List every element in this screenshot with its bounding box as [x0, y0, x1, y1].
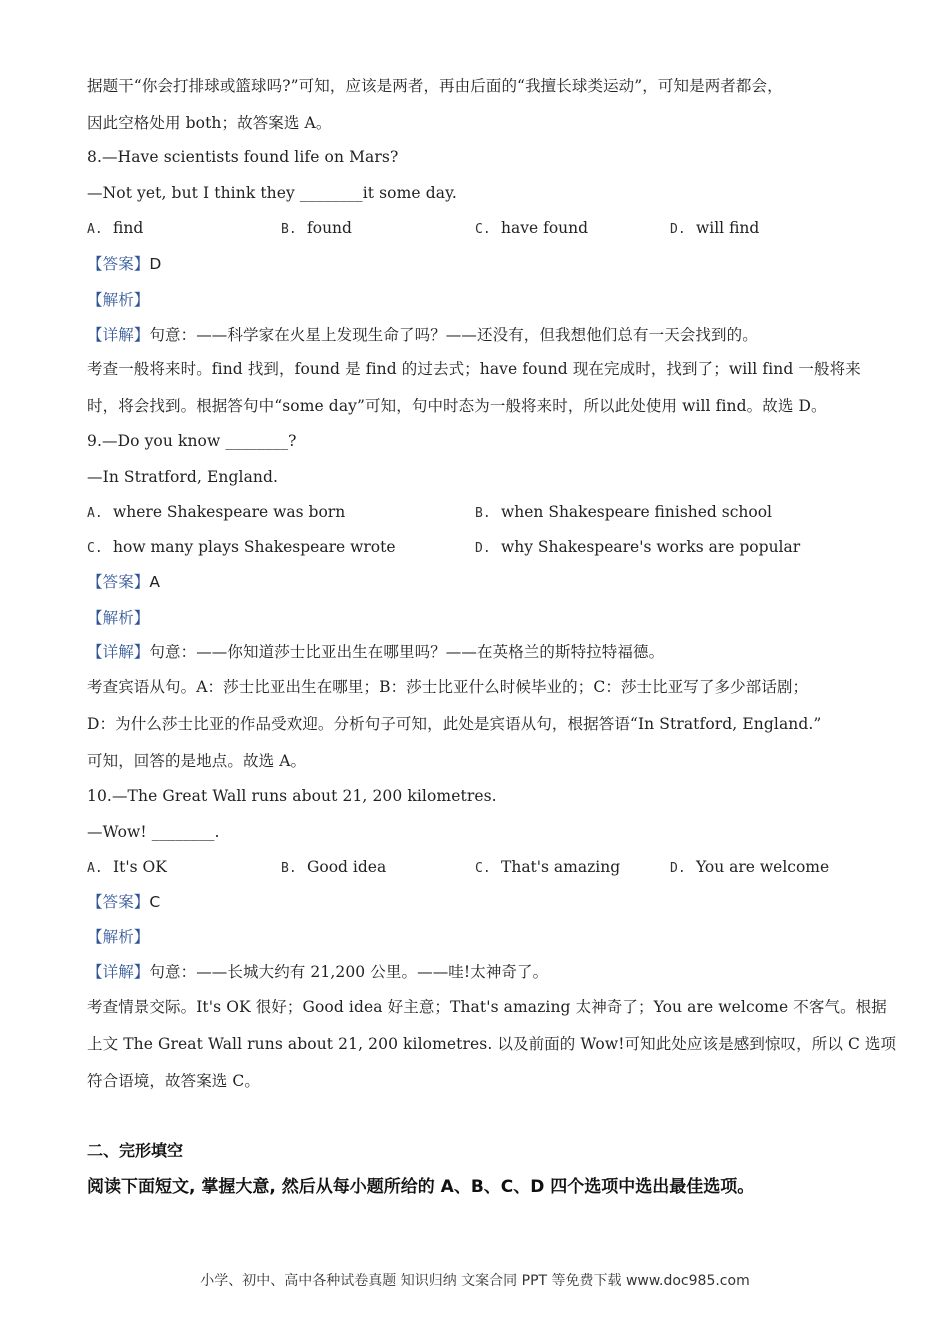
- q9-option-d: D. why Shakespeare's works are popular: [475, 538, 801, 556]
- q9-answer: 【答案】A: [87, 573, 161, 591]
- q8-option-c: C. have found: [475, 219, 589, 237]
- page-footer: 小学、初中、高中各种试卷真题 知识归纳 文案合同 PPT 等免费下载 www.doc985.com: [200, 1273, 750, 1289]
- q8-analysis-line: 考查一般将来时。find 找到，found 是 find 的过去式；have found 现在完成时，找到了；will find 一般将来: [87, 360, 861, 378]
- explanation-line: 因此空格处用 both；故答案选 A。: [87, 114, 332, 132]
- q8-option-a: A. find: [87, 219, 144, 237]
- q10-detail: 【详解】句意：——长城大约有 21,200 公里。——哇!太神奇了。: [87, 963, 549, 981]
- question-8-stem: 8.—Have scientists found life on Mars?: [87, 148, 399, 166]
- question-9-stem: 9.—Do you know ________?: [87, 432, 297, 450]
- q10-analysis-tag: 【解析】: [87, 928, 150, 946]
- section-instruction: 阅读下面短文, 掌握大意, 然后从每小题所给的 A、B、C、D 四个选项中选出最佳选项。: [87, 1177, 755, 1197]
- q10-option-a: A. It's OK: [87, 858, 167, 876]
- q10-option-d: D. You are welcome: [670, 858, 830, 876]
- q8-analysis-tag: 【解析】: [87, 291, 150, 309]
- q9-analysis-tag: 【解析】: [87, 609, 150, 627]
- q9-option-c: C. how many plays Shakespeare wrote: [87, 538, 396, 556]
- question-9-reply: —In Stratford, England.: [87, 468, 279, 486]
- q9-detail: 【详解】句意：——你知道莎士比亚出生在哪里吗？——在英格兰的斯特拉特福德。: [87, 643, 665, 661]
- q10-analysis-line: 上文 The Great Wall runs about 21, 200 kilometres. 以及前面的 Wow!可知此处应该是感到惊叹，所以 C 选项: [87, 1035, 897, 1053]
- q10-analysis-line: 考查情景交际。It's OK 很好；Good idea 好主意；That's amazing 太神奇了；You are welcome 不客气。根据: [87, 998, 887, 1016]
- explanation-line: 据题干“你会打排球或篮球吗?”可知，应该是两者，再由后面的“我擅长球类运动”，可知是两者都会，: [87, 77, 783, 95]
- q9-analysis-line: 考查宾语从句。A：莎士比亚出生在哪里；B：莎士比亚什么时候毕业的；C：莎士比亚写了多少部话剧；: [87, 678, 809, 696]
- q9-option-b: B. when Shakespeare finished school: [475, 503, 773, 521]
- section-title: 二、完形填空: [87, 1141, 184, 1160]
- q8-option-b: B. found: [281, 219, 352, 237]
- q9-option-a: A. where Shakespeare was born: [87, 503, 346, 521]
- q9-analysis-line: 可知，回答的是地点。故选 A。: [87, 752, 307, 770]
- q10-option-b: B. Good idea: [281, 858, 387, 876]
- question-10-reply: —Wow! ________.: [87, 823, 220, 841]
- question-8-reply: —Not yet, but I think they ________it some day.: [87, 184, 457, 202]
- q10-option-c: C. That's amazing: [475, 858, 621, 876]
- q8-answer: 【答案】D: [87, 255, 162, 273]
- question-10-stem: 10.—The Great Wall runs about 21, 200 kilometres.: [87, 787, 497, 805]
- q8-analysis-line: 时，将会找到。根据答句中“some day”可知，句中时态为一般将来时，所以此处使用 will find。故选 D。: [87, 397, 827, 415]
- q9-analysis-line: D：为什么莎士比亚的作品受欢迎。分析句子可知，此处是宾语从句，根据答语“In Stratford, England.”: [87, 715, 822, 733]
- q10-answer: 【答案】C: [87, 893, 161, 911]
- q8-option-d: D. will find: [670, 219, 760, 237]
- q8-detail: 【详解】句意：——科学家在火星上发现生命了吗？——还没有，但我想他们总有一天会找到的。: [87, 326, 758, 344]
- q10-analysis-line: 符合语境，故答案选 C。: [87, 1072, 260, 1090]
